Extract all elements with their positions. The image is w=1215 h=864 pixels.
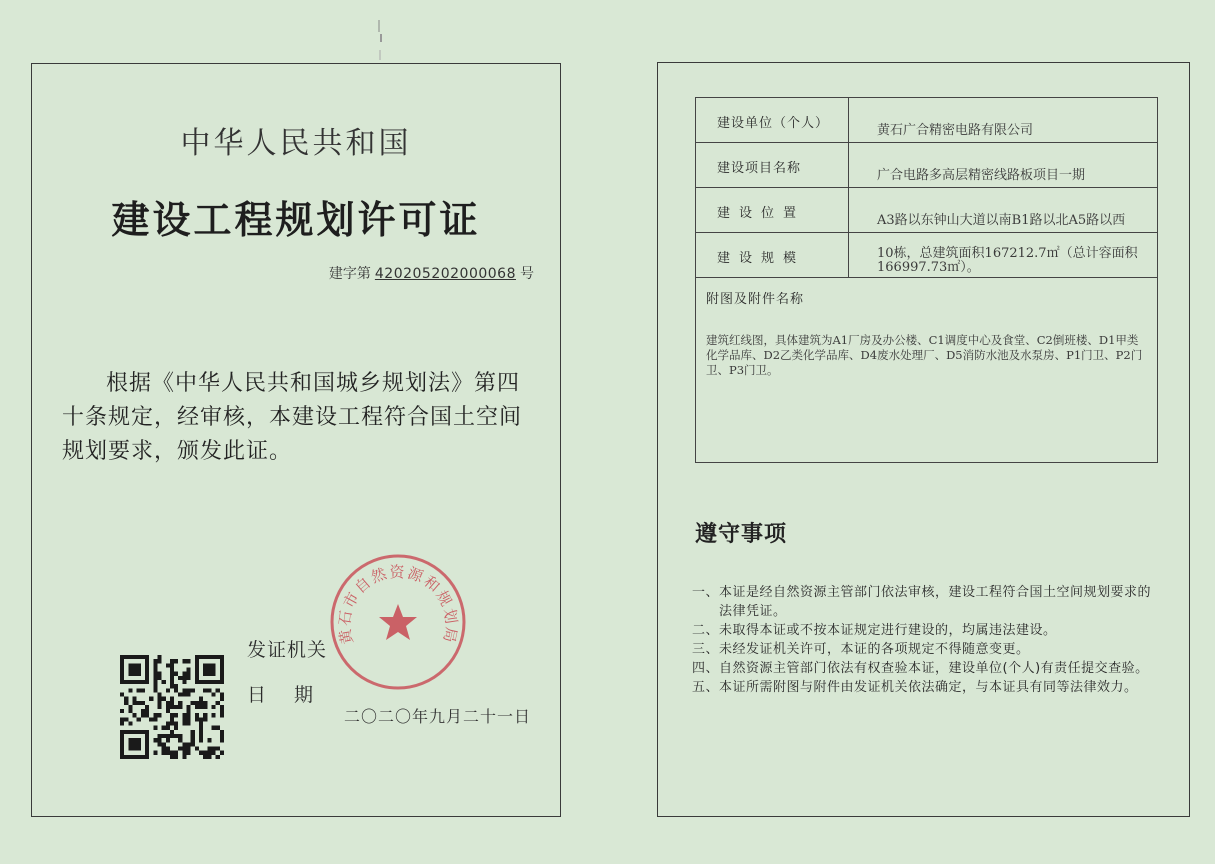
table-row bbox=[696, 233, 1158, 278]
table-row bbox=[696, 188, 1158, 233]
rule-text: 自然资源主管部门依法有权查验本证，建设单位(个人)有责任提交查验。 bbox=[719, 661, 1149, 676]
row-label-scale: 建设规模 bbox=[696, 233, 849, 278]
rule-index: 四、 bbox=[692, 661, 720, 676]
rules-list bbox=[692, 583, 1161, 697]
rule-index: 三、 bbox=[692, 642, 720, 657]
table-row bbox=[696, 143, 1158, 188]
row-label-location: 建设位置 bbox=[696, 188, 849, 233]
issue-date: 二〇二〇年九月二十一日 bbox=[344, 707, 532, 726]
issuer-label: 发证机关 bbox=[247, 639, 328, 661]
table-row bbox=[696, 98, 1158, 143]
row-value-scale: 10栋，总建筑面积167212.7㎡（总计容面积166997.73㎡）。 bbox=[849, 233, 1158, 278]
annex-cell bbox=[696, 278, 1158, 463]
qr-code-icon bbox=[120, 655, 224, 759]
star-icon bbox=[379, 604, 417, 640]
rule-index: 二、 bbox=[692, 623, 720, 638]
table-row bbox=[696, 278, 1158, 463]
row-label-project-name: 建设项目名称 bbox=[696, 143, 849, 188]
row-label-developer: 建设单位（个人） bbox=[696, 98, 849, 143]
list-item bbox=[692, 678, 1161, 697]
rules-title: 遵守事项 bbox=[695, 522, 788, 547]
annex-body: 建筑红线图，具体建筑为A1厂房及办公楼、C1调度中心及食堂、C2倒班楼、D1甲类化学品库、D2乙类化学品库、D4废水处理厂、D5消防水池及水泵房、P1门卫、P2门卫、P3门卫。 bbox=[706, 333, 1143, 377]
certificate-front-page bbox=[31, 63, 561, 817]
row-value-location: A3路以东钟山大道以南B1路以北A5路以西 bbox=[849, 188, 1158, 233]
certificate-body: 根据《中华人民共和国城乡规划法》第四十条规定，经审核，本建设工程符合国土空间规划要求，颁发此证。 bbox=[62, 371, 523, 464]
certificate-title: 建设工程规划许可证 bbox=[111, 198, 481, 242]
list-item bbox=[692, 659, 1161, 678]
certificate-number bbox=[329, 263, 534, 283]
certificate-number-value: 420205202000068 bbox=[374, 266, 516, 282]
list-item bbox=[692, 583, 1161, 621]
certificate-back-page bbox=[657, 62, 1190, 817]
certificate-number-prefix: 建字第 bbox=[328, 266, 371, 282]
date-label: 日期 bbox=[247, 684, 342, 706]
row-value-project-name: 广合电路多高层精密线路板项目一期 bbox=[849, 143, 1158, 188]
list-item bbox=[692, 640, 1161, 659]
country-name: 中华人民共和国 bbox=[180, 126, 412, 161]
row-value-developer: 黄石广合精密电路有限公司 bbox=[849, 98, 1158, 143]
scan-smudge bbox=[376, 20, 384, 68]
rule-index: 一、 bbox=[692, 585, 720, 600]
list-item bbox=[692, 621, 1161, 640]
rule-text: 未取得本证或不按本证规定进行建设的，均属违法建设。 bbox=[719, 623, 1057, 638]
official-seal bbox=[328, 552, 468, 692]
rule-text: 未经发证机关许可，本证的各项规定不得随意变更。 bbox=[719, 642, 1030, 657]
rule-text: 本证是经自然资源主管部门依法审核，建设工程符合国土空间规划要求的法律凭证。 bbox=[719, 585, 1152, 619]
rule-text: 本证所需附图与附件由发证机关依法确定，与本证具有同等法律效力。 bbox=[719, 680, 1138, 695]
project-info-table bbox=[695, 97, 1158, 463]
rule-index: 五、 bbox=[692, 680, 720, 695]
certificate-number-suffix: 号 bbox=[520, 266, 534, 282]
annex-title: 附图及附件名称 bbox=[706, 292, 805, 307]
seal-text: 黄石市自然资源和规划局 bbox=[335, 562, 461, 646]
